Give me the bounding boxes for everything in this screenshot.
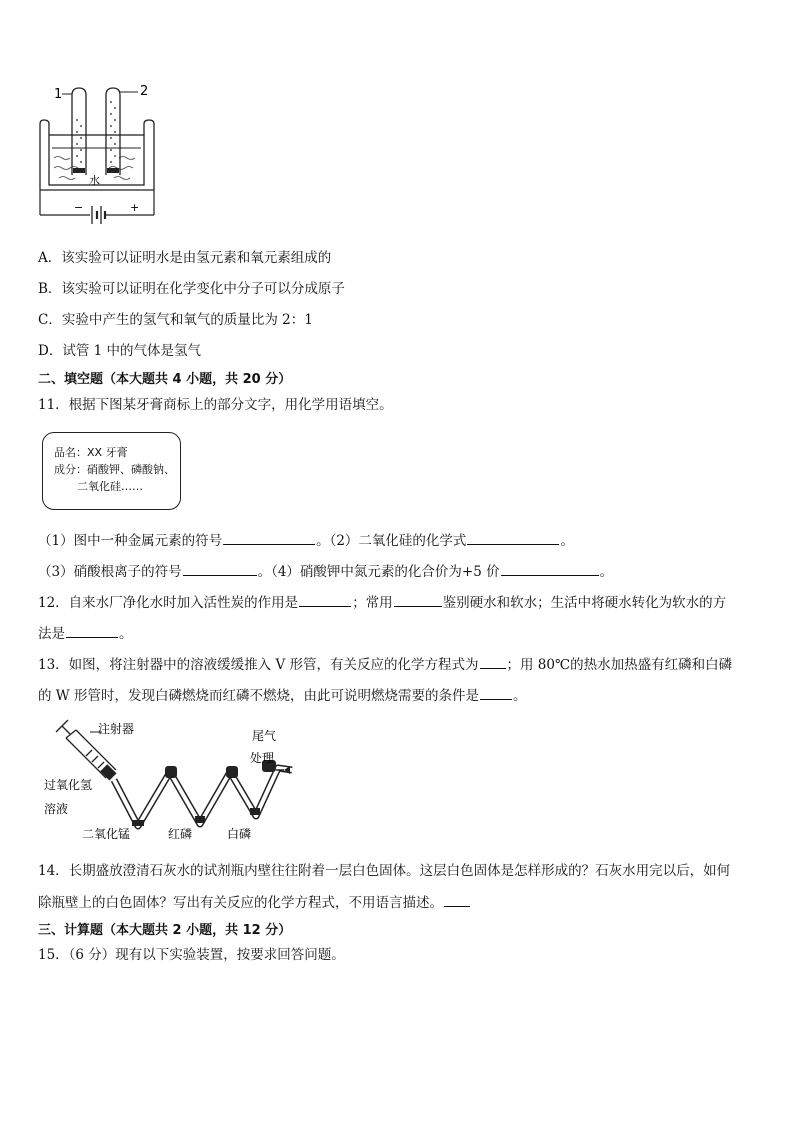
label-line-3: 二氧化硅…… (77, 480, 143, 493)
q11-part-5: 。（4）硝酸钾中氮元素的化合价为+5 价 (257, 564, 500, 580)
answer-blank[interactable] (501, 562, 599, 576)
q14-part-2: 除瓶壁上的白色固体？写出有关反应的化学方程式，不用语言描述。 (38, 895, 443, 911)
q12-line-2 (38, 624, 133, 643)
answer-blank[interactable] (467, 531, 559, 545)
section-3-heading: 三、计算题（本大题共 2 小题，共 12 分） (38, 923, 292, 938)
syringe-label: 注射器 (98, 722, 135, 736)
tube-1-label: 1 (54, 87, 63, 102)
q13-part-4: 。 (512, 688, 527, 704)
answer-blank[interactable] (223, 531, 315, 545)
q13-part-3: 的 W 形管时，发现白磷燃烧而红磷不燃烧，由此可说明燃烧需要的条件是 (38, 688, 479, 704)
label-line-1: 品名：XX 牙膏 (54, 446, 128, 459)
q14-line-2 (38, 893, 471, 912)
q13-part-2: ；用 80℃的热水加热盛有红磷和白磷 (506, 657, 733, 673)
q12-line-1 (38, 593, 726, 612)
q11-stem: 11．根据下图某牙膏商标上的部分文字，用化学用语填空。 (38, 397, 393, 413)
q11-part-2: 。（2）二氧化硅的化学式 (316, 533, 467, 549)
q11-line-1 (38, 531, 574, 550)
plus-sign: + (130, 201, 140, 214)
q11-part-1: （1）图中一种金属元素的符号 (38, 533, 223, 549)
answer-blank[interactable] (299, 593, 351, 607)
q15-stem: 15．（6 分）现有以下实验装置，按要求回答问题。 (38, 947, 345, 963)
q11-part-4: （3）硝酸根离子的符号 (38, 564, 182, 580)
q12-part-1: 12．自来水厂净化水时加入活性炭的作用是 (38, 595, 299, 611)
q11-part-6: 。 (599, 564, 614, 580)
label-line-2: 成分：硝酸钾、磷酸钠、 (54, 463, 175, 476)
tail-gas-label-2: 处理 (250, 751, 275, 765)
minus-sign: − (74, 201, 84, 214)
tube-2-label: 2 (140, 84, 149, 99)
option-b: B．该实验可以证明在化学变化中分子可以分成原子 (38, 281, 345, 297)
white-phosphorus-label: 白磷 (227, 827, 252, 841)
q13-line-2 (38, 686, 526, 705)
q11-line-2 (38, 562, 613, 581)
q13-part-1: 13．如图，将注射器中的溶液缓缓推入 V 形管，有关反应的化学方程式为 (38, 657, 479, 673)
section-2-heading: 二、填空题（本大题共 4 小题，共 20 分） (38, 372, 292, 387)
red-phosphorus-label: 红磷 (168, 827, 193, 841)
h2o2-label-1: 过氧化氢 (44, 778, 93, 792)
option-d: D．试管 1 中的气体是氢气 (38, 343, 201, 359)
mno2-label: 二氧化锰 (82, 827, 131, 841)
toothpaste-label (42, 432, 181, 510)
q12-part-3: 鉴别硬水和软水；生活中将硬水转化为软水的方 (442, 595, 727, 611)
q12-part-2: ；常用 (352, 595, 393, 611)
q14-line-1: 14．长期盛放澄清石灰水的试剂瓶内壁往往附着一层白色固体。这层白色固体是怎样形成的？石灰水用完以后，如何 (38, 863, 731, 879)
answer-blank[interactable] (183, 562, 257, 576)
combustion-apparatus-figure (40, 716, 310, 846)
q12-part-5: 。 (119, 626, 133, 642)
answer-blank[interactable] (66, 624, 118, 638)
option-a: A．该实验可以证明水是由氢元素和氧元素组成的 (38, 250, 332, 266)
tail-gas-label-1: 尾气 (252, 729, 277, 743)
q11-part-3: 。 (560, 533, 574, 549)
option-c: C．实验中产生的氢气和氧气的质量比为 2：1 (38, 312, 313, 328)
q13-line-1 (38, 655, 732, 674)
answer-blank[interactable] (394, 593, 442, 607)
q12-part-4: 法是 (38, 626, 65, 642)
answer-blank[interactable] (480, 686, 512, 700)
water-label: 水 (89, 174, 100, 187)
electrolysis-figure (34, 80, 164, 240)
answer-blank[interactable] (480, 655, 506, 669)
h2o2-label-2: 溶液 (44, 802, 69, 816)
answer-blank[interactable] (444, 893, 470, 907)
